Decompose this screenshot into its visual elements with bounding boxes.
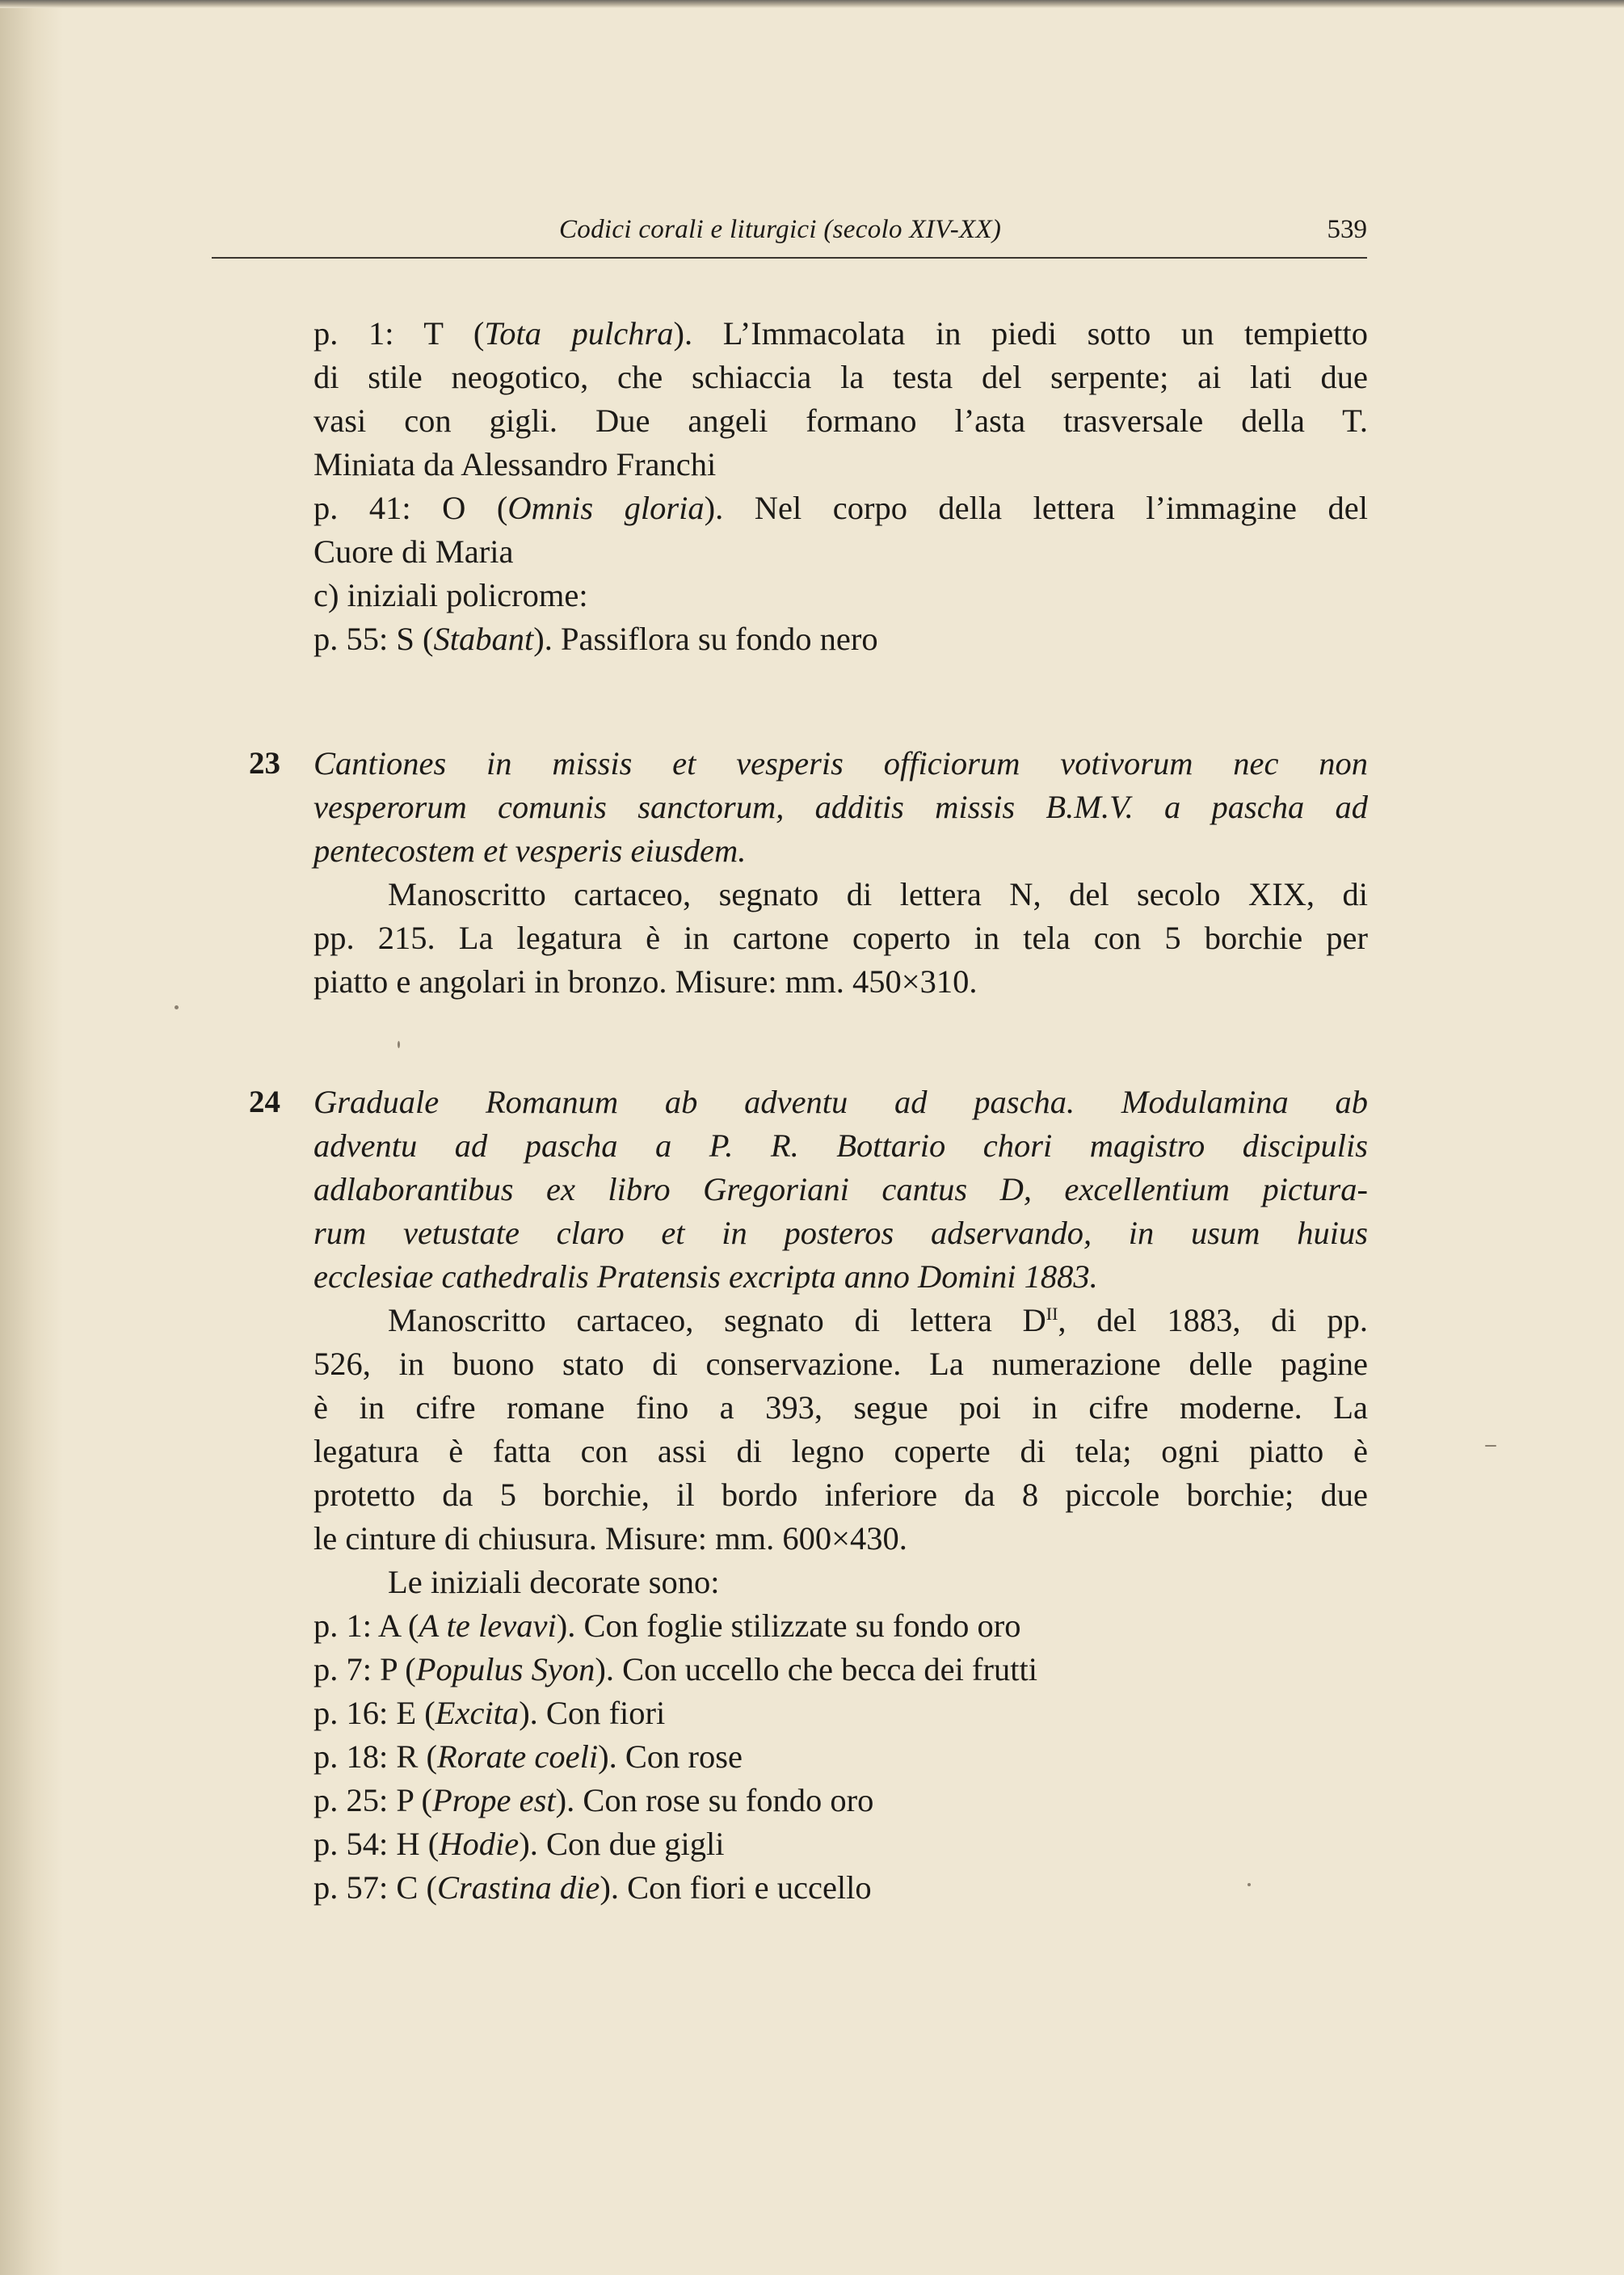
- initial-list-item: p. 57: C (Crastina die). Con fiori e uccello: [313, 1869, 872, 1906]
- entry-title-line: vesperorum comunis sanctorum, additis missis B.M.V. a pascha ad: [313, 789, 1368, 825]
- text-line: è in cifre romane fino a 393, segue poi in cifre moderne. La: [313, 1389, 1368, 1426]
- initial-list-item: p. 1: A (A te levavi). Con foglie stilizzate su fondo oro: [313, 1607, 1021, 1644]
- text-line: Le iniziali decorate sono:: [388, 1564, 720, 1600]
- page-number: 539: [1327, 215, 1367, 244]
- running-title: Codici corali e liturgici (secolo XIV-XX): [559, 215, 1002, 244]
- initial-list-item: p. 7: P (Populus Syon). Con uccello che becca dei frutti: [313, 1651, 1037, 1687]
- entry-title-line: adlaborantibus ex libro Gregoriani cantus D, excellentium pictura-: [313, 1171, 1368, 1207]
- text-line: vasi con gigli. Due angeli formano l’asta trasversale della T.: [313, 402, 1368, 439]
- initial-list-item: p. 54: H (Hodie). Con due gigli: [313, 1826, 725, 1862]
- text-line: p. 55: S (Stabant). Passiflora su fondo nero: [313, 621, 878, 657]
- text-line: protetto da 5 borchie, il bordo inferiore da 8 piccole borchie; due: [313, 1477, 1368, 1513]
- scan-speck: [175, 1005, 179, 1009]
- entry-title-line: ecclesiae cathedralis Pratensis excripta anno Domini 1883.: [313, 1258, 1098, 1295]
- entry-title-line: pentecostem et vesperis eiusdem.: [313, 832, 747, 869]
- catalog-entry-23: [313, 742, 1368, 1004]
- scan-speck: [398, 1041, 400, 1048]
- catalog-entry-24: [313, 1081, 1368, 1910]
- entry-title-line: rum vetustate claro et in posteros adservando, in usum huius: [313, 1215, 1368, 1251]
- running-header: [212, 212, 1367, 259]
- text-line: legatura è fatta con assi di legno coperte di tela; ogni piatto è: [313, 1433, 1368, 1469]
- text-line: piatto e angolari in bronzo. Misure: mm. 450×310.: [313, 963, 978, 1000]
- text-line: Manoscritto cartaceo, segnato di lettera $D^{II}$, del 1883, di pp.: [388, 1302, 1368, 1338]
- initial-list-item: p. 16: E (Excita). Con fiori: [313, 1695, 666, 1731]
- entry-number: 23: [249, 746, 280, 781]
- text-line: pp. 215. La legatura è in cartone coperto in tela con 5 borchie per: [313, 920, 1368, 956]
- entry-title-line: adventu ad pascha a P. R. Bottario chori magistro discipulis: [313, 1127, 1368, 1164]
- text-line: p. 1: T (Tota pulchra). L’Immacolata in piedi sotto un tempietto: [313, 315, 1368, 352]
- entry-title-line: Graduale Romanum ab adventu ad pascha. Modulamina ab: [313, 1084, 1368, 1120]
- previous-entry-continuation: [313, 312, 1368, 661]
- text-line: 526, in buono stato di conservazione. La numerazione delle pagine: [313, 1346, 1368, 1382]
- initial-list-item: p. 18: R (Rorate coeli). Con rose: [313, 1738, 743, 1775]
- initial-list-item: p. 25: P (Prope est). Con rose su fondo oro: [313, 1782, 874, 1818]
- scan-speck: [1247, 1883, 1251, 1886]
- entry-number: 24: [249, 1085, 280, 1119]
- text-line: di stile neogotico, che schiaccia la testa del serpente; ai lati due: [313, 359, 1368, 395]
- scan-speck: [1485, 1445, 1496, 1447]
- text-line: Manoscritto cartaceo, segnato di lettera N, del secolo XIX, di: [388, 876, 1368, 912]
- text-line: Cuore di Maria: [313, 533, 514, 570]
- text-line: Miniata da Alessandro Franchi: [313, 446, 717, 482]
- entry-title-line: Cantiones in missis et vesperis officiorum votivorum nec non: [313, 745, 1368, 782]
- text-line: c) iniziali policrome:: [313, 577, 588, 613]
- text-line: p. 41: O (Omnis gloria). Nel corpo della lettera l’immagine del: [313, 490, 1368, 526]
- text-line: le cinture di chiusura. Misure: mm. 600×430.: [313, 1520, 907, 1557]
